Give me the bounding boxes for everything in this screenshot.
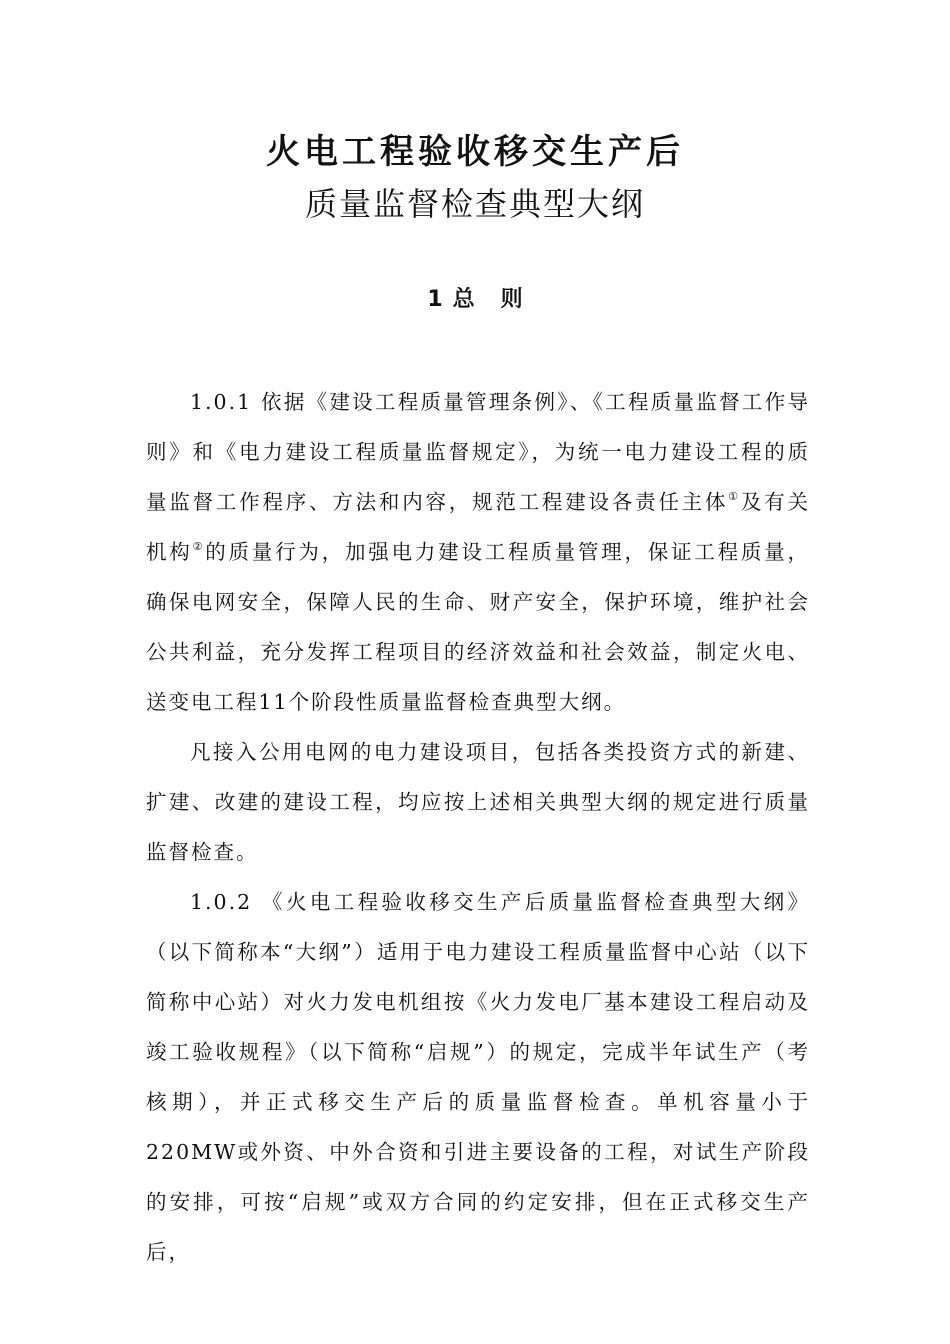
footnote-marker-1: ① <box>728 490 741 503</box>
document-body <box>146 377 810 1277</box>
footnote-marker-2: ② <box>192 540 206 553</box>
document-subtitle: 质量监督检查典型大纲 <box>304 185 645 223</box>
paragraph-1-0-1-text-c: 的质量行为，加强电力建设工程质量管理，保证工程质量，确保电网安全，保障人民的生命、财产安全，保护环境，维护社会公共利益，充分发挥工程项目的经济效益和社会效益，制定火电、送变电工程11个阶段性质量监督检查典型大纲。 <box>146 540 811 714</box>
paragraph-1-0-2: 1.0.2 《火电工程验收移交生产后质量监督检查典型大纲》（以下简称本“大纲”）适用于电力建设工程质量监督中心站（以下简称中心站）对火力发电机组按《火力发电厂基本建设工程启动及竣工验收规程》（以下简称“启规”）的规定，完成半年试生产（考核期），并正式移交生产后的质量监督检查。单机容量小于220MW或外资、中外合资和引进主要设备的工程，对试生产阶段的安排，可按“启规”或双方合同的约定安排，但在正式移交生产后， <box>146 890 810 1264</box>
document-title: 火电工程验收移交生产后 <box>266 132 684 172</box>
paragraph-scope: 凡接入公用电网的电力建设项目，包括各类投资方式的新建、扩建、改建的建设工程，均应按上述相关典型大纲的规定进行质量监督检查。 <box>146 740 810 864</box>
section-heading <box>0 283 950 317</box>
paragraph-1-0-1-text-b: 及有关机构 <box>146 490 811 564</box>
section-title-char-1: 总 <box>452 287 475 312</box>
paragraph-1-0-1-text-a: 1.0.1 依据《建设工程质量管理条例》、《工程质量监督工作导则》和《电力建设工程质量监督规定》，为统一电力建设工程的质量监督工作程序、方法和内容，规范工程建设各责任主体 <box>146 390 810 514</box>
section-title-char-2: 则 <box>500 287 523 312</box>
paragraph-1-0-1 <box>146 377 810 727</box>
section-number: 1 <box>427 287 443 312</box>
